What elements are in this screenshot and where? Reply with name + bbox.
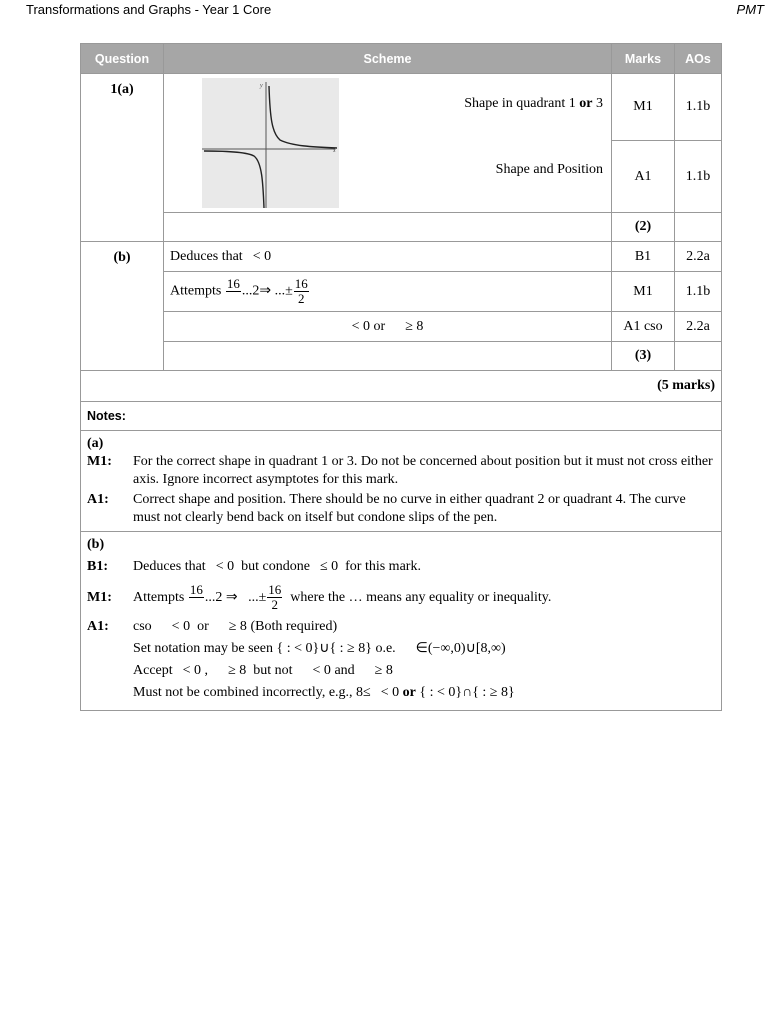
ao-1b-b1: 2.2a bbox=[675, 242, 722, 272]
document-header-pmt: PMT bbox=[736, 2, 764, 17]
scheme-attempts: Attempts 16 ...2⇒ ...± $\frac{16}{2}$ bbox=[164, 272, 612, 312]
notes-a-a1: A1: Correct shape and position. There should be no curve in either quadrant 2 or quadrant 4. The curve must not clearly bend back on itself but condone slips of the pen. bbox=[87, 492, 686, 525]
notes-title: Notes: bbox=[81, 402, 722, 431]
subtotal-1b: (3) bbox=[612, 342, 675, 371]
subtotal-1a: (2) bbox=[612, 213, 675, 242]
notes-a-label: (a) bbox=[87, 436, 104, 451]
notes-part-a bbox=[81, 431, 722, 532]
notes-b-a1: A1: cso < 0 or ≥ 8 (Both required) Set notation may be seen { : < 0}∪{ : ≥ 8} o.e. ∈(−∞,0)∪[8,∞) Accept < 0 , ≥ 8 but not < 0 and ≥ 8 Must not be combined incorrectly, e.g., 8≤ < 0 or { : < 0}∩{ : ≥ 8} bbox=[87, 619, 515, 700]
table-row bbox=[81, 213, 722, 242]
total-marks: (5 marks) bbox=[81, 371, 722, 402]
hyperbola-graph bbox=[202, 78, 339, 208]
mark-1b-a1: A1 cso bbox=[612, 312, 675, 342]
ao-1b-a1: 2.2a bbox=[675, 312, 722, 342]
y-axis-label: y bbox=[260, 83, 263, 89]
question-label-1b: (b) bbox=[81, 242, 164, 371]
graph-cell bbox=[164, 74, 612, 213]
table-header-row bbox=[81, 44, 722, 74]
mark-scheme-table bbox=[80, 43, 722, 711]
notes-b-label: (b) bbox=[87, 537, 105, 552]
scheme-shape-position: Shape and Position bbox=[495, 162, 603, 177]
scheme-answer: < 0 or ≥ 8 bbox=[164, 312, 612, 342]
notes-b-b1: B1: Deduces that < 0 but condone ≤ 0 for this mark. bbox=[87, 559, 421, 574]
ao-1a-m1: 1.1b bbox=[675, 74, 722, 141]
table-row bbox=[81, 371, 722, 402]
table-row bbox=[81, 402, 722, 431]
ao-1a-a1: 1.1b bbox=[675, 141, 722, 213]
ao-1b-m1: 1.1b bbox=[675, 272, 722, 312]
document-header-title: Transformations and Graphs - Year 1 Core bbox=[26, 2, 272, 17]
table-row bbox=[81, 312, 722, 342]
marks-header: Marks bbox=[612, 44, 675, 74]
scheme-shape-quadrant: Shape in quadrant 1 or 3 bbox=[464, 96, 603, 111]
scheme-header: Scheme bbox=[164, 44, 612, 74]
aos-header: AOs bbox=[675, 44, 722, 74]
mark-1a-a1: A1 bbox=[612, 141, 675, 213]
mark-1b-m1: M1 bbox=[612, 272, 675, 312]
notes-a-m1: M1: For the correct shape in quadrant 1 or 3. Do not be concerned about position but it must not cross either axis. Ignore incorrect asymptotes for this mark. bbox=[87, 454, 713, 487]
notes-b-m1: M1: Attempts 16 ...2 ⇒ ...± $\frac{16}{2}$ where the … means any equality or inequality. bbox=[87, 582, 552, 613]
scheme-deduces: Deduces that < 0 bbox=[164, 242, 612, 272]
notes-part-b bbox=[81, 532, 722, 711]
mark-1a-m1: M1 bbox=[612, 74, 675, 141]
mark-1b-b1: B1 bbox=[612, 242, 675, 272]
table-row bbox=[81, 74, 722, 141]
table-row bbox=[81, 242, 722, 272]
question-label-1a: 1(a) bbox=[81, 74, 164, 242]
x-axis-label: x bbox=[333, 148, 336, 154]
table-row bbox=[81, 342, 722, 371]
question-header: Question bbox=[81, 44, 164, 74]
table-row bbox=[81, 272, 722, 312]
